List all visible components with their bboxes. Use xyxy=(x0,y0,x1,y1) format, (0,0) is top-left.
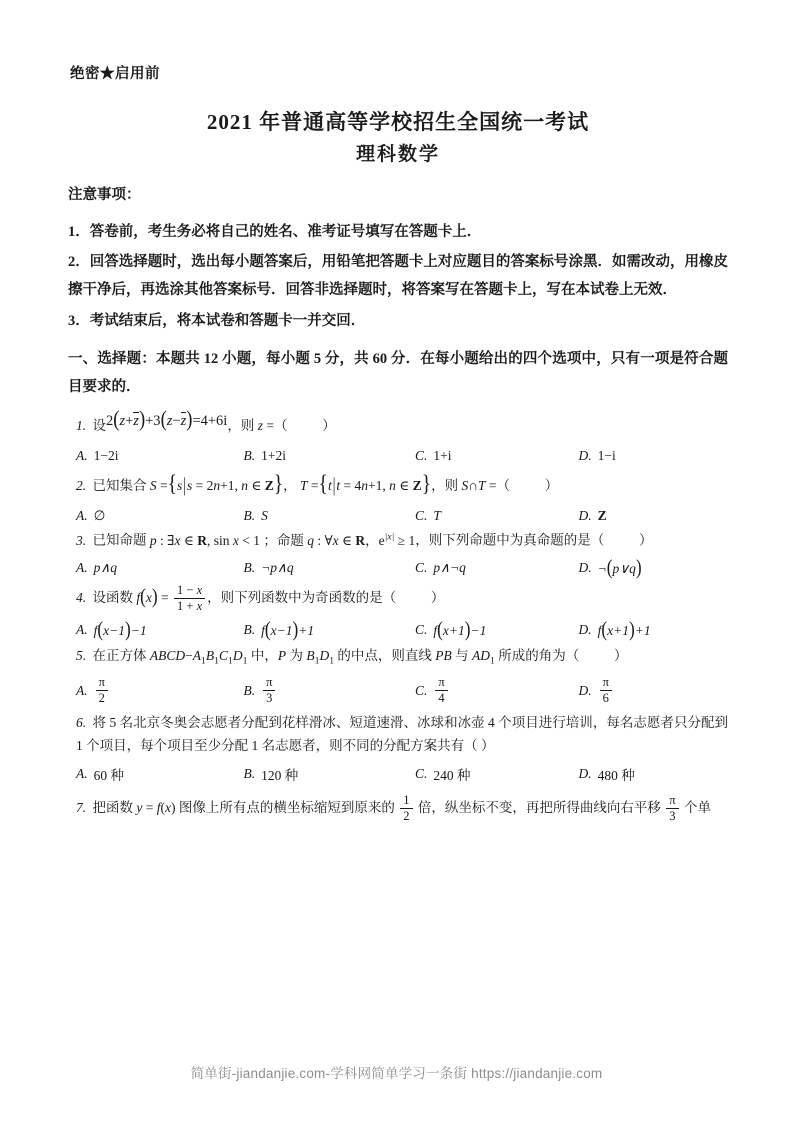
option-letter: B. xyxy=(243,683,256,699)
question-3-option-c[interactable] xyxy=(415,558,579,578)
question-5-stem-post: （ ） xyxy=(565,648,628,664)
question-5-option-b[interactable] xyxy=(243,676,414,707)
question-4-option-d[interactable] xyxy=(578,617,728,641)
question-2-option-d[interactable] xyxy=(578,508,728,524)
question-1-number: 1. xyxy=(76,418,87,434)
option-letter: C. xyxy=(414,622,428,638)
question-2-option-a[interactable] xyxy=(76,508,243,524)
question-1-option-a[interactable] xyxy=(76,448,243,464)
question-1-stem-post: ，则 z =（ ） xyxy=(227,418,336,434)
option-letter: B. xyxy=(243,508,256,524)
page-content xyxy=(68,66,728,828)
question-5-formula: $ABCD-A_1B_1C_1D_1$ 中，P 为 $B_1D_1$ 的中点，则直线 PB 与 $AD_1$ 所成的角为 xyxy=(149,648,566,668)
option-text: 1+i xyxy=(433,447,452,463)
option-text: ¬(p∨q) xyxy=(597,555,642,579)
section-label: 一、选择题： xyxy=(68,350,156,367)
option-letter: A. xyxy=(76,560,88,576)
option-text: 60 种 xyxy=(93,767,124,783)
question-2-option-c[interactable] xyxy=(415,508,579,524)
question-1-formula: 2(z+z)+3(z−z)=4+6i xyxy=(106,406,228,433)
question-1 xyxy=(68,406,728,463)
question-4-options xyxy=(68,617,728,641)
option-text: ¬p∧q xyxy=(261,560,294,576)
option-letter: D. xyxy=(578,560,592,576)
question-7-stem-text: 把函数 y = f(x) 图像上所有点的横坐标缩短到原来的 $\frac{1}{2}$ 倍，纵坐标不变，再把所得曲线向右平移 $\frac{\pi}{3}$ 个单 xyxy=(92,792,711,823)
option-letter: D. xyxy=(578,765,592,781)
option-letter: C. xyxy=(414,508,428,524)
option-text: T xyxy=(433,508,441,524)
option-text: f(x−1)−1 xyxy=(93,617,147,641)
question-3-options xyxy=(68,555,728,579)
question-1-option-d[interactable] xyxy=(578,448,728,464)
notice-item-3: 3．考试结束后，将本试卷和答题卡一并交回． xyxy=(68,312,366,329)
option-text: 1−2i xyxy=(93,447,119,463)
question-6-stem xyxy=(68,711,728,758)
question-5-stem-pre: 在正方体 xyxy=(92,648,147,664)
option-text: p∧q xyxy=(93,560,118,576)
option-text: f(x+1)−1 xyxy=(433,617,487,641)
question-1-options xyxy=(68,448,728,464)
question-5 xyxy=(68,644,728,706)
question-2-stem-pre: 已知集合 xyxy=(92,477,147,493)
question-6 xyxy=(68,711,728,784)
option-letter: A. xyxy=(76,622,88,638)
question-3-option-d[interactable] xyxy=(578,555,728,579)
question-1-stem xyxy=(68,406,728,441)
question-1-option-b[interactable] xyxy=(243,448,414,464)
option-text: 120 种 xyxy=(261,767,299,783)
question-7-stem xyxy=(68,794,728,825)
question-7 xyxy=(68,794,728,825)
option-letter: C. xyxy=(414,447,428,463)
question-5-number: 5. xyxy=(76,648,87,664)
question-2-options xyxy=(68,508,728,524)
question-3-stem xyxy=(68,528,728,552)
option-text: 1+2i xyxy=(261,447,286,463)
question-4-number: 4. xyxy=(76,590,87,606)
option-text: p∧¬q xyxy=(433,560,466,576)
question-4-option-c[interactable] xyxy=(414,617,579,641)
question-6-options xyxy=(68,764,728,784)
question-2-formula: S ={s|s = 2n+1, n ∈ Z}， T ={t|t = 4n+1, n ∈ Z} xyxy=(149,472,432,498)
question-4 xyxy=(68,582,728,640)
option-letter: D. xyxy=(578,447,592,463)
question-7-number: 7. xyxy=(76,800,87,816)
option-text: $\frac{\pi}{2}$ xyxy=(94,676,110,707)
notice-item-2: 2．回答选择题时，选出每小题答案后，用铅笔把答题卡上对应题目的答案标号涂黑．如需改动，用橡皮擦干净后，再选涂其他答案标号．回答非选择题时，将答案写在答题卡上，写在本试卷上无效． xyxy=(68,254,728,299)
option-letter: C. xyxy=(414,560,428,576)
question-5-option-a[interactable] xyxy=(76,676,243,707)
question-5-stem xyxy=(68,644,728,670)
option-text: S xyxy=(261,508,268,524)
footer-watermark: 简单街-jiandanjie.com-学科网简单学习一条街 https://jiandanjie.com xyxy=(190,1066,603,1081)
option-letter: A. xyxy=(76,683,88,699)
question-6-option-c[interactable] xyxy=(415,764,579,784)
section-heading xyxy=(68,345,728,402)
option-text: ∅ xyxy=(93,508,106,524)
option-letter: D. xyxy=(578,508,592,524)
question-2-stem xyxy=(68,468,728,502)
option-text: 240 种 xyxy=(433,767,471,783)
question-4-stem-pre: 设函数 xyxy=(92,590,133,606)
option-text: f(x+1)+1 xyxy=(597,617,651,641)
question-5-option-c[interactable] xyxy=(415,676,579,707)
page-subtitle: 理科数学 xyxy=(355,143,440,165)
question-3-stem-post: ，则下列命题中为真命题的是（ ） xyxy=(415,532,653,548)
question-1-stem-pre: 设 xyxy=(92,418,106,434)
question-4-formula: f(x) = $\frac{1 - x}{1 + x}$ xyxy=(136,590,207,605)
section-instruction: 本题共 12 小题，每小题 5 分，共 60 分．在每小题给出的四个选项中，只有一项是符合题目要求的． xyxy=(68,350,729,396)
question-3 xyxy=(68,528,728,578)
question-3-option-a[interactable] xyxy=(76,558,243,578)
question-3-stem-pre: 已知命题 xyxy=(92,532,147,548)
option-text: f(x−1)+1 xyxy=(261,617,315,641)
option-text: Z xyxy=(597,508,607,524)
option-letter: A. xyxy=(76,508,88,524)
option-letter: A. xyxy=(76,447,88,463)
question-3-number: 3. xyxy=(76,532,87,548)
question-4-option-a[interactable] xyxy=(76,617,243,641)
option-text: $\frac{\pi}{4}$ xyxy=(433,676,449,707)
option-letter: C. xyxy=(414,683,428,699)
question-1-option-c[interactable] xyxy=(415,448,579,464)
question-2-number: 2. xyxy=(76,477,87,493)
option-letter: B. xyxy=(243,560,256,576)
notice-heading: 注意事项： xyxy=(68,187,141,204)
question-4-stem-post: ，则下列函数中为奇函数的是（ ） xyxy=(207,590,445,606)
question-6-stem-text: 将 5 名北京冬奥会志愿者分配到花样滑冰、短道速滑、冰球和冰壶 4 个项目进行培训，每名志愿者只分配到 1 个项目，每个项目至少分配 1 名志愿者，则不同的分配方案共有（ ） xyxy=(76,714,729,754)
option-letter: B. xyxy=(243,765,256,781)
option-text: $\frac{\pi}{6}$ xyxy=(598,676,614,707)
question-2-option-b[interactable] xyxy=(243,508,414,524)
option-letter: B. xyxy=(243,447,256,463)
option-letter: B. xyxy=(243,622,256,638)
question-5-options xyxy=(68,676,728,707)
question-3-formula: p : ∃x ∈ R, sin x < 1 ；命题 q : ∀x ∈ R，$e^{|x|} \ge 1$ xyxy=(149,531,416,548)
option-letter: D. xyxy=(578,683,592,699)
option-text: 480 种 xyxy=(597,767,635,783)
option-letter: A. xyxy=(76,765,88,781)
question-6-option-b[interactable] xyxy=(243,764,414,784)
question-4-option-b[interactable] xyxy=(243,617,414,641)
option-text: 1−i xyxy=(597,447,616,463)
option-letter: C. xyxy=(414,765,428,781)
question-3-option-b[interactable] xyxy=(243,558,414,578)
option-text: $\frac{\pi}{3}$ xyxy=(261,676,277,707)
notice-item-1: 1．答卷前，考生务必将自己的姓名、准考证号填写在答题卡上． xyxy=(68,223,482,240)
question-6-option-a[interactable] xyxy=(76,764,243,784)
secret-notice: 绝密★启用前 xyxy=(70,66,160,82)
question-5-option-d[interactable] xyxy=(578,676,728,707)
option-letter: D. xyxy=(578,622,592,638)
question-6-number: 6. xyxy=(76,714,87,730)
question-6-option-d[interactable] xyxy=(578,764,728,784)
question-2 xyxy=(68,468,728,524)
question-2-stem-post: ，则 S∩T =（ ） xyxy=(431,477,559,493)
page-title: 2021 年普通高等学校招生全国统一考试 xyxy=(206,110,590,135)
question-4-stem xyxy=(68,582,728,614)
